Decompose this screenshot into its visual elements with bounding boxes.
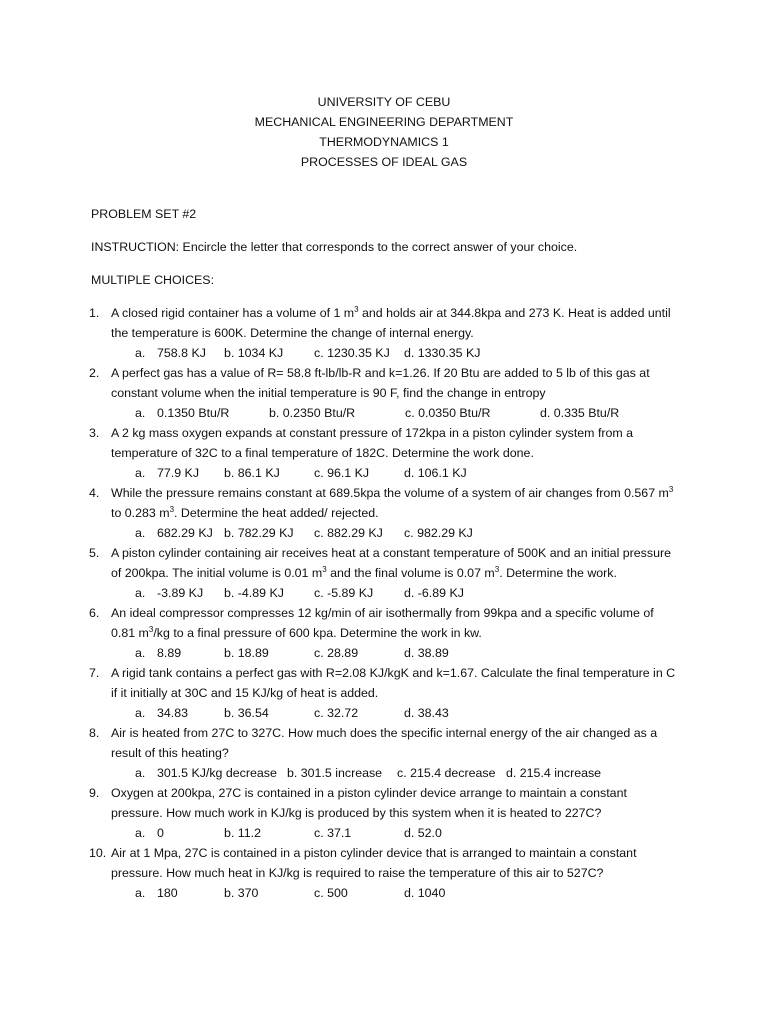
- question-text: [111, 843, 676, 883]
- question-item: [89, 663, 676, 723]
- answer-choice[interactable]: [135, 403, 229, 423]
- question-list: [89, 303, 676, 903]
- question-text-part: A closed rigid container has a volume of 1 m: [111, 306, 355, 320]
- choice-text: c. 96.1 KJ: [314, 466, 370, 480]
- choice-text: c. 215.4 decrease: [397, 766, 496, 780]
- question-text-part: Air at 1 Mpa, 27C is contained in a piston cylinder device that is arranged to maintain a constant pressure. How much heat in KJ/kg is required to raise the temperature of this air to 527C?: [111, 846, 637, 880]
- choice-text: c. 0.0350 Btu/R: [405, 406, 491, 420]
- choice-letter: a.: [135, 586, 146, 600]
- answer-choices: [111, 403, 676, 423]
- university-name: UNIVERSITY OF CEBU: [317, 95, 451, 109]
- choice-text: b. 301.5 increase: [287, 766, 383, 780]
- question-text-part: A piston cylinder containing air receives heat at a constant temperature of 500K and an initial pressure of 200kpa. The initial volume is 0.01 m: [111, 546, 671, 580]
- question-item: [89, 483, 676, 543]
- answer-choice[interactable]: [404, 703, 449, 723]
- question-item: [89, 423, 676, 483]
- choice-text: 758.8 KJ: [157, 346, 206, 360]
- choice-text: c. 882.29 KJ: [314, 526, 383, 540]
- choice-text: b. 370: [224, 886, 259, 900]
- answer-choice[interactable]: [314, 823, 351, 843]
- question-number: 8.: [89, 726, 100, 740]
- choice-text: 34.83: [157, 706, 189, 720]
- question-number: 4.: [89, 486, 100, 500]
- answer-choice[interactable]: [404, 883, 445, 903]
- superscript: 3: [668, 484, 674, 494]
- answer-choice[interactable]: [314, 703, 358, 723]
- answer-choices: [111, 823, 676, 843]
- question-text-part: Air is heated from 27C to 327C. How much does the specific internal energy of the air changed as a result of this heating?: [111, 726, 658, 760]
- choice-text: d. -6.89 KJ: [404, 586, 464, 600]
- answer-choice[interactable]: [314, 883, 348, 903]
- question-number: 2.: [89, 366, 100, 380]
- choice-text: 0.1350 Btu/R: [157, 406, 230, 420]
- course-title: THERMODYNAMICS 1: [319, 135, 449, 149]
- answer-choice[interactable]: [224, 703, 269, 723]
- choice-text: 8.89: [157, 646, 182, 660]
- answer-choice[interactable]: [135, 583, 203, 603]
- superscript: 3: [494, 564, 500, 574]
- answer-choices: [111, 343, 676, 363]
- instruction-text: INSTRUCTION: Encircle the letter that corresponds to the correct answer of your choice.: [91, 240, 578, 254]
- question-text-part: and the final volume is 0.07 m: [326, 566, 495, 580]
- choice-text: -3.89 KJ: [157, 586, 204, 600]
- superscript: 3: [169, 504, 175, 514]
- answer-choice[interactable]: [287, 763, 382, 783]
- question-item: [89, 303, 676, 363]
- choice-text: b. 1034 KJ: [224, 346, 284, 360]
- choice-letter: a.: [135, 646, 146, 660]
- choice-text: b. 18.89: [224, 646, 269, 660]
- question-text: [111, 483, 676, 523]
- choice-text: c. 982.29 KJ: [404, 526, 473, 540]
- answer-choice[interactable]: [404, 463, 467, 483]
- question-text-part: . Determine the heat added/ rejected.: [174, 506, 379, 520]
- choice-text: d. 1040: [404, 886, 446, 900]
- question-text: [111, 663, 676, 703]
- question-number: 6.: [89, 606, 100, 620]
- answer-choice[interactable]: [224, 463, 280, 483]
- choice-letter: a.: [135, 706, 146, 720]
- answer-choices: [111, 763, 676, 783]
- answer-choice[interactable]: [135, 823, 164, 843]
- choice-letter: a.: [135, 526, 146, 540]
- answer-choices: [111, 703, 676, 723]
- topic-title: PROCESSES OF IDEAL GAS: [300, 155, 468, 169]
- answer-choices: [111, 643, 676, 663]
- answer-choice[interactable]: [404, 343, 480, 363]
- question-text: [111, 543, 676, 583]
- answer-choice[interactable]: [405, 403, 490, 423]
- question-number: 5.: [89, 546, 100, 560]
- choice-text: d. 215.4 increase: [506, 766, 602, 780]
- choice-text: b. -4.89 KJ: [224, 586, 284, 600]
- question-item: [89, 843, 676, 903]
- answer-choice[interactable]: [314, 583, 373, 603]
- choice-letter: a.: [135, 346, 146, 360]
- choice-text: c. 28.89: [314, 646, 359, 660]
- choice-text: b. 11.2: [224, 826, 261, 840]
- choice-text: 180: [157, 886, 178, 900]
- question-item: [89, 363, 676, 423]
- question-text-part: An ideal compressor compresses 12 kg/min of air isothermally from 99kpa and a specific volume of 0.81 m: [111, 606, 654, 640]
- answer-choice[interactable]: [397, 763, 496, 783]
- question-number: 7.: [89, 666, 100, 680]
- choice-text: d. 1330.35 KJ: [404, 346, 481, 360]
- question-text-part: A rigid tank contains a perfect gas with R=2.08 KJ/kgK and k=1.67. Calculate the final temperature in C if it initially at 30C and 15 KJ/kg of heat is added.: [111, 666, 676, 700]
- question-text: [111, 423, 676, 463]
- answer-choice[interactable]: [224, 883, 258, 903]
- choice-text: c. 500: [314, 886, 348, 900]
- question-item: [89, 723, 676, 783]
- choice-text: b. 782.29 KJ: [224, 526, 294, 540]
- choice-letter: a.: [135, 886, 146, 900]
- answer-choice[interactable]: [314, 643, 358, 663]
- question-text-part: /kg to a final pressure of 600 kpa. Determine the work in kw.: [153, 626, 482, 640]
- choice-letter: a.: [135, 406, 146, 420]
- question-item: [89, 783, 676, 843]
- question-text: [111, 363, 676, 403]
- choice-text: d. 38.43: [404, 706, 449, 720]
- question-text-part: to 0.283 m: [111, 506, 170, 520]
- answer-choice[interactable]: [314, 343, 390, 363]
- choice-text: b. 86.1 KJ: [224, 466, 280, 480]
- answer-choice[interactable]: [404, 523, 473, 543]
- question-text: [111, 783, 676, 823]
- choice-letter: a.: [135, 826, 146, 840]
- answer-choices: [111, 583, 676, 603]
- choice-text: 77.9 KJ: [157, 466, 200, 480]
- choice-text: 301.5 KJ/kg decrease: [157, 766, 277, 780]
- answer-choices: [111, 463, 676, 483]
- choice-letter: a.: [135, 466, 146, 480]
- question-text-part: A perfect gas has a value of R= 58.8 ft-lb/lb-R and k=1.26. If 20 Btu are added to 5 lb of this gas at constant volume when the initial temperature is 90 F, find the change in entropy: [111, 366, 650, 400]
- question-text: [111, 603, 676, 643]
- question-number: 3.: [89, 426, 100, 440]
- multiple-choices-heading: MULTIPLE CHOICES:: [91, 273, 215, 287]
- choice-text: d. 0.335 Btu/R: [540, 406, 620, 420]
- answer-choice[interactable]: [135, 643, 181, 663]
- superscript: 3: [354, 304, 359, 314]
- answer-choice[interactable]: [224, 643, 269, 663]
- answer-choice[interactable]: [135, 763, 277, 783]
- choice-text: d. 52.0: [404, 826, 442, 840]
- answer-choice[interactable]: [135, 703, 188, 723]
- choice-text: c. 1230.35 KJ: [314, 346, 390, 360]
- question-text: [111, 723, 676, 763]
- answer-choice[interactable]: [404, 583, 464, 603]
- answer-choice[interactable]: [404, 823, 442, 843]
- problem-set-label: PROBLEM SET #2: [91, 207, 197, 221]
- question-number: 10.: [89, 846, 107, 860]
- answer-choice[interactable]: [314, 463, 369, 483]
- answer-choice[interactable]: [135, 463, 199, 483]
- question-number: 9.: [89, 786, 100, 800]
- answer-choice[interactable]: [269, 403, 355, 423]
- answer-choice[interactable]: [404, 643, 449, 663]
- answer-choice[interactable]: [135, 343, 206, 363]
- choice-text: c. 37.1: [314, 826, 352, 840]
- choice-letter: a.: [135, 766, 146, 780]
- answer-choice[interactable]: [224, 523, 294, 543]
- choice-text: 0: [157, 826, 164, 840]
- answer-choices: [111, 523, 676, 543]
- answer-choice[interactable]: [224, 343, 283, 363]
- question-item: [89, 543, 676, 603]
- choice-text: d. 106.1 KJ: [404, 466, 467, 480]
- question-number: 1.: [89, 306, 100, 320]
- answer-choice[interactable]: [224, 583, 284, 603]
- superscript: 3: [322, 564, 327, 574]
- choice-text: c. 32.72: [314, 706, 359, 720]
- answer-choices: [111, 883, 676, 903]
- answer-choice[interactable]: [135, 883, 178, 903]
- question-text-part: . Determine the work.: [499, 566, 617, 580]
- question-item: [89, 603, 676, 663]
- answer-choice[interactable]: [135, 523, 213, 543]
- choice-text: b. 0.2350 Btu/R: [269, 406, 356, 420]
- answer-choice[interactable]: [224, 823, 261, 843]
- document-header: [0, 92, 768, 172]
- answer-choice[interactable]: [314, 523, 383, 543]
- choice-text: d. 38.89: [404, 646, 449, 660]
- choice-text: c. -5.89 KJ: [314, 586, 374, 600]
- answer-choice[interactable]: [540, 403, 619, 423]
- superscript: 3: [148, 624, 154, 634]
- department-name: MECHANICAL ENGINEERING DEPARTMENT: [254, 115, 514, 129]
- question-text: [111, 303, 676, 343]
- question-text-part: While the pressure remains constant at 689.5kpa the volume of a system of air changes from 0.567 m: [111, 486, 669, 500]
- answer-choice[interactable]: [506, 763, 601, 783]
- question-text-part: A 2 kg mass oxygen expands at constant pressure of 172kpa in a piston cylinder system from a temperature of 32C to a final temperature of 182C. Determine the work done.: [111, 426, 634, 460]
- choice-text: 682.29 KJ: [157, 526, 213, 540]
- question-text-part: and holds air at 344.8kpa and 273 K. Heat is added until the temperature is 600K. Determine the change of internal energy.: [111, 306, 671, 340]
- choice-text: b. 36.54: [224, 706, 269, 720]
- question-text-part: Oxygen at 200kpa, 27C is contained in a piston cylinder device arrange to maintain a constant pressure. How much work in KJ/kg is produced by this system when it is heated to 227C?: [111, 786, 627, 820]
